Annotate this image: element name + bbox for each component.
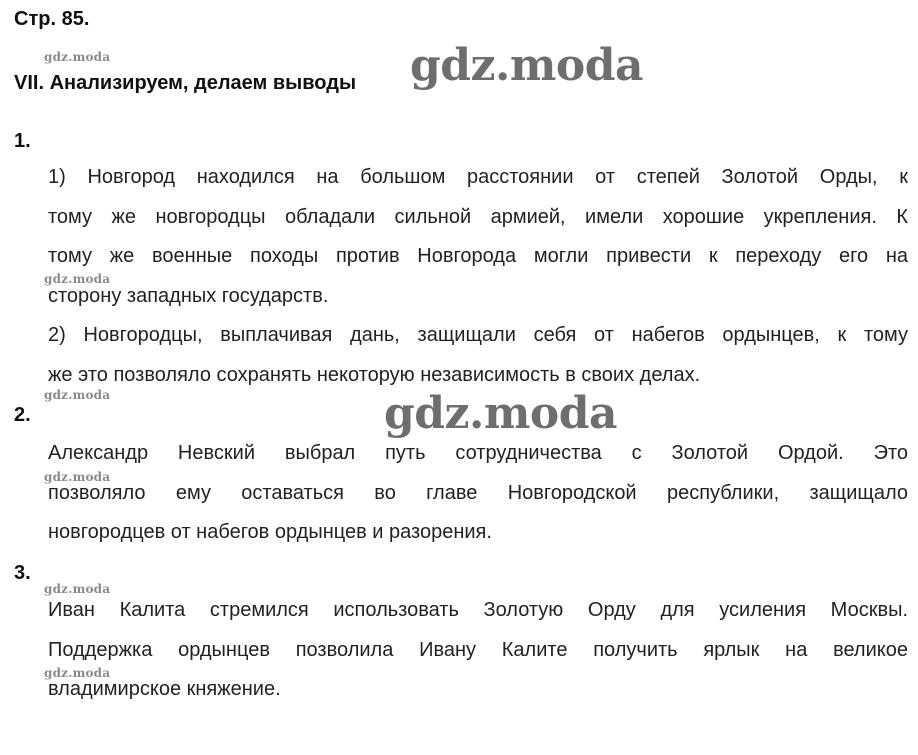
text-line: же это позволяло сохранять некоторую независимость в своих делах. <box>48 363 701 386</box>
text-line: тому же военные походы против Новгорода могли привести к переходу его на <box>48 245 908 267</box>
watermark-small: gdz.moda <box>44 470 111 484</box>
text-line: сторону западных государств. <box>48 284 329 307</box>
watermark-small: gdz.moda <box>44 50 111 64</box>
answer-1-paragraph-1 <box>48 158 908 316</box>
watermark-small: gdz.moda <box>44 582 111 596</box>
answer-1-paragraph-2 <box>48 316 908 395</box>
answer-3-paragraph <box>48 591 908 710</box>
watermark-small: gdz.moda <box>44 666 111 680</box>
text-line: тому же новгородцы обладали сильной армией, имели хорошие укрепления. К <box>48 205 908 228</box>
text-line: Александр Невский выбрал путь сотрудничества с Золотой Ордой. Это <box>48 442 908 464</box>
watermark-large: gdz.moda <box>410 40 644 91</box>
answer-2-paragraph <box>48 434 908 553</box>
text-line: позволяло ему оставаться во главе Новгородской республики, защищало <box>48 481 908 504</box>
section-title: VII. Анализируем, делаем выводы <box>14 72 357 94</box>
text-line: 2) Новгородцы, выплачивая дань, защищали себя от набегов ордынцев, к тому <box>48 324 908 346</box>
watermark-large: gdz.moda <box>384 388 618 439</box>
text-line: 1) Новгород находился на большом расстоянии от степей Золотой Орды, к <box>48 166 908 188</box>
watermark-small: gdz.moda <box>44 388 111 402</box>
answer-number-2: 2. <box>14 404 31 426</box>
watermark-small: gdz.moda <box>44 272 111 286</box>
page-label: Стр. 85. <box>14 8 90 30</box>
text-line: Иван Калита стремился использовать Золотую Орду для усиления Москвы. <box>48 599 908 621</box>
answer-number-3: 3. <box>14 562 31 584</box>
text-line: владимирское княжение. <box>48 678 281 700</box>
text-line: Поддержка ордынцев позволила Ивану Калите получить ярлык на великое <box>48 638 908 661</box>
answer-number-1: 1. <box>14 130 31 152</box>
text-line: новгородцев от набегов ордынцев и разорения. <box>48 521 492 543</box>
